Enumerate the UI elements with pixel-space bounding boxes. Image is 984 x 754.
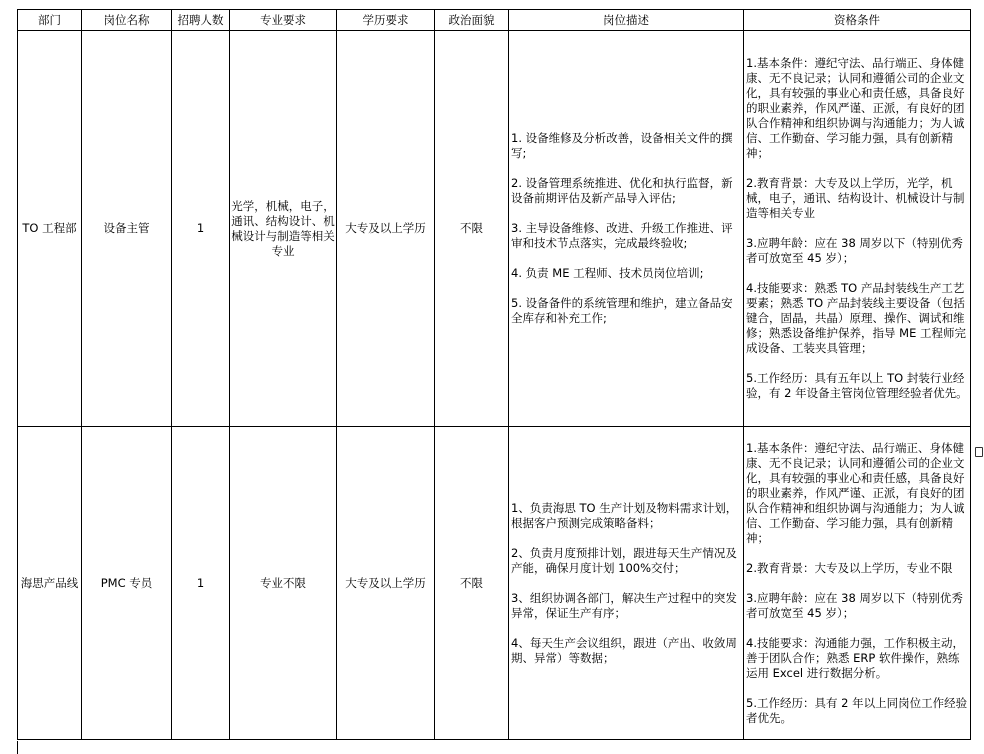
cell-department: TO 工程部 [18, 31, 82, 427]
cell-department: 海思产品线 [18, 427, 82, 740]
qualification-item: 4.技能要求：沟通能力强，工作积极主动，善于团队合作；熟悉 ERP 软件操作，熟练运用 Excel 进行数据分析。 [746, 635, 964, 680]
description-item: 3、组织协调各部门，解决生产过程中的突发异常，保证生产有序； [511, 590, 737, 620]
cell-major: 光学，机械，电子，通讯、结构设计、机械设计与制造等相关专业 [230, 31, 337, 427]
header-qualification: 资格条件 [744, 10, 971, 31]
qualification-item: 1.基本条件：遵纪守法、品行端正、身体健康、无不良记录；认同和遵循公司的企业文化，具有较强的事业心和责任感，具备良好的职业素养，作风严谨、正派，有良好的团队合作精神和组织协调与沟通能力；为人诚信、工作勤奋、学习能力强，具有创新精神； [746, 440, 965, 545]
description-item: 1、负责海思 TO 生产计划及物料需求计划，根据客户预测完成策略备料； [511, 500, 738, 530]
qualification-item: 5.工作经历：具有 2 年以上同岗位工作经验者优先。 [746, 695, 968, 725]
qualification-item: 4.技能要求：熟悉 TO 产品封装线生产工艺要素；熟悉 TO 产品封装线主要设备（包括键合，固晶，共晶）原理、操作、调试和维修；熟悉设备维护保养，指导 ME 工程师完成设备、工装夹具管理； [746, 281, 966, 355]
description-item: 2. 设备管理系统推进、优化和执行监督，新设备前期评估及新产品导入评估; [511, 176, 733, 205]
cell-education: 大专及以上学历 [337, 31, 435, 427]
header-description: 岗位描述 [509, 10, 744, 31]
qualification-item: 1.基本条件：遵纪守法、品行端正、身体健康、无不良记录；认同和遵循公司的企业文化，具有较强的事业心和责任感，具备良好的职业素养，作风严谨、正派，有良好的团队合作精神和组织协调与沟通能力；为人诚信、工作勤奋、学习能力强，具有创新精神； [746, 56, 965, 160]
cell-major: 专业不限 [230, 427, 337, 740]
cell-position: 设备主管 [82, 31, 172, 427]
cell-qualification [744, 31, 971, 427]
qualification-item: 2.教育背景：大专及以上学历，光学，机械，电子，通讯、结构设计、机械设计与制造等相关专业 [746, 176, 965, 220]
header-education: 学历要求 [337, 10, 435, 31]
cell-political: 不限 [435, 427, 509, 740]
header-major: 专业要求 [230, 10, 337, 31]
qualification-item: 3.应聘年龄：应在 38 周岁以下（特别优秀者可放宽至 45 岁）； [746, 236, 963, 265]
qualification-item: 3.应聘年龄：应在 38 周岁以下（特别优秀者可放宽至 45 岁）； [746, 590, 963, 620]
cell-political: 不限 [435, 31, 509, 427]
cell-description [509, 427, 744, 740]
qualification-item: 2.教育背景：大专及以上学历，专业不限 [746, 560, 953, 575]
header-row [18, 10, 971, 31]
description-item: 3. 主导设备维修、改进、升级工作推进、评审和技术节点落实，完成最终验收; [511, 221, 733, 250]
cell-count: 1 [172, 427, 230, 740]
header-political: 政治面貌 [435, 10, 509, 31]
paste-options-icon[interactable] [975, 447, 983, 457]
header-count: 招聘人数 [172, 10, 230, 31]
job-table [17, 9, 971, 740]
header-department: 部门 [18, 10, 82, 31]
page-edge-line [17, 741, 18, 754]
cell-position: PMC 专员 [82, 427, 172, 740]
table-row [18, 31, 971, 427]
description-item: 2、负责月度预排计划，跟进每天生产情况及产能，确保月度计划 100%交付； [511, 545, 737, 575]
cell-qualification [744, 427, 971, 740]
description-item: 1. 设备维修及分析改善，设备相关文件的撰写; [511, 131, 733, 160]
qualification-item: 5.工作经历：具有五年以上 TO 封装行业经验，有 2 年设备主管岗位管理经验者优先。 [746, 371, 968, 400]
cell-count: 1 [172, 31, 230, 427]
table-row [18, 427, 971, 740]
cell-description [509, 31, 744, 427]
cell-education: 大专及以上学历 [337, 427, 435, 740]
description-item: 4. 负责 ME 工程师、技术员岗位培训; [511, 266, 704, 280]
description-item: 4、每天生产会议组织，跟进（产出、收敛周期、异常）等数据； [511, 635, 737, 665]
header-position: 岗位名称 [82, 10, 172, 31]
description-item: 5. 设备备件的系统管理和维护，建立备品安全库存和补充工作; [511, 296, 733, 325]
